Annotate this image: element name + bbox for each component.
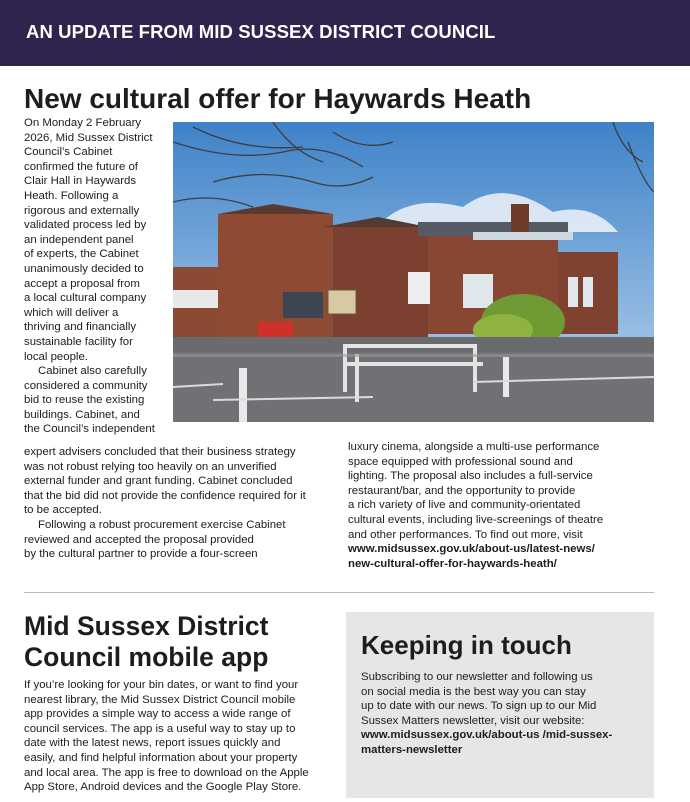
- article-column-wide: [24, 445, 306, 562]
- text-line: Cabinet also carefully: [38, 365, 147, 378]
- text-line: to be accepted.: [24, 504, 102, 517]
- text-line: Subscribing to our newsletter and following us: [361, 671, 593, 683]
- article-photo: [173, 122, 654, 422]
- text-line: considered a community: [24, 379, 148, 392]
- text-line: of experts, the Cabinet: [24, 248, 139, 261]
- keeping-in-touch-box: [346, 612, 654, 798]
- app-section-body: [24, 678, 309, 795]
- keeping-in-touch-body: [361, 670, 612, 758]
- article-column-right: [348, 440, 603, 571]
- text-line: up to date with our news. To sign up to our Mid: [361, 700, 597, 713]
- text-line: sustainable facility for: [24, 335, 133, 348]
- text-line: easily, and find helpful information about your property: [24, 751, 298, 764]
- app-section-title: [24, 611, 268, 673]
- banner-title: AN UPDATE FROM MID SUSSEX DISTRICT COUNCIL: [26, 21, 496, 42]
- link-text-line[interactable]: new-cultural-offer-for-haywards-heath/: [348, 557, 557, 570]
- text-line: thriving and financially: [24, 321, 137, 334]
- text-line: that the bid did not provide the confidence required for it: [24, 489, 306, 502]
- text-line: date with the latest news, report issues quickly and: [24, 737, 281, 750]
- text-line: a rich variety of live and community-orientated: [348, 499, 581, 512]
- keeping-in-touch-title: Keeping in touch: [361, 630, 572, 660]
- text-line: Council’s Cabinet: [24, 146, 113, 159]
- text-line: App Store, Android devices and the Google Play Store.: [24, 781, 302, 794]
- text-line: an independent panel: [24, 233, 134, 246]
- text-line: on social media is the best way you can stay: [361, 685, 586, 698]
- text-line: council services. The app is a useful way to stay up to: [24, 722, 296, 735]
- article-column-narrow: [24, 116, 155, 437]
- text-line: Heath. Following a: [24, 189, 119, 202]
- top-banner: [0, 0, 690, 66]
- text-line: app provides a simple way to access a wide range of: [24, 708, 291, 721]
- text-line: and other performances. To find out more, visit: [348, 528, 583, 541]
- text-line: bid to reuse the existing: [24, 394, 145, 407]
- text-line: nearest library, the Mid Sussex District Council mobile: [24, 693, 296, 706]
- text-line: was not robust relying too heavily on an unverified: [24, 460, 277, 473]
- text-line: On Monday 2 February: [24, 117, 142, 129]
- text-line: Sussex Matters newsletter, visit our website:: [361, 714, 585, 727]
- text-line: the Council’s independent: [24, 423, 155, 436]
- text-line: buildings. Cabinet, and: [24, 408, 140, 421]
- text-line: cultural events, including live-screenings of theatre: [348, 513, 604, 526]
- text-line: external funder and grant funding. Cabinet concluded: [24, 475, 293, 488]
- link-text-line[interactable]: www.midsussex.gov.uk/about-us /mid-sussex-: [361, 729, 613, 742]
- text-line: by the cultural partner to provide a four-screen: [24, 548, 258, 561]
- app-title-line: Mid Sussex District: [24, 611, 269, 641]
- text-line: local people.: [24, 350, 88, 363]
- text-line: space equipped with professional sound and: [348, 455, 573, 468]
- link-text-line[interactable]: matters-newsletter: [361, 743, 463, 756]
- text-line: luxury cinema, alongside a multi-use performance: [348, 441, 600, 453]
- link-text-line[interactable]: www.midsussex.gov.uk/about-us/latest-news/: [348, 543, 595, 556]
- text-line: expert advisers concluded that their business strategy: [24, 446, 296, 458]
- text-line: validated process led by: [24, 219, 147, 232]
- app-title-line: Council mobile app: [24, 642, 269, 672]
- text-line: confirmed the future of: [24, 160, 138, 173]
- text-line: and local area. The app is free to download on the Apple: [24, 766, 309, 779]
- text-line: reviewed and accepted the proposal provided: [24, 533, 254, 546]
- text-line: which will deliver a: [24, 306, 119, 319]
- text-line: Clair Hall in Haywards: [24, 175, 137, 188]
- article-headline: New cultural offer for Haywards Heath: [24, 83, 532, 114]
- text-line: accept a proposal from: [24, 277, 140, 290]
- text-line: If you’re looking for your bin dates, or want to find your: [24, 679, 299, 691]
- section-divider: [24, 592, 654, 593]
- text-line: a local cultural company: [24, 292, 147, 305]
- text-line: restaurant/bar, and the opportunity to provide: [348, 484, 576, 497]
- clair-hall-photo: [173, 122, 654, 422]
- text-line: rigorous and externally: [24, 204, 140, 217]
- text-line: lighting. The proposal also includes a full-service: [348, 470, 593, 483]
- text-line: Following a robust procurement exercise Cabinet: [38, 518, 286, 531]
- text-line: unanimously decided to: [24, 262, 144, 275]
- text-line: 2026, Mid Sussex District: [24, 131, 153, 144]
